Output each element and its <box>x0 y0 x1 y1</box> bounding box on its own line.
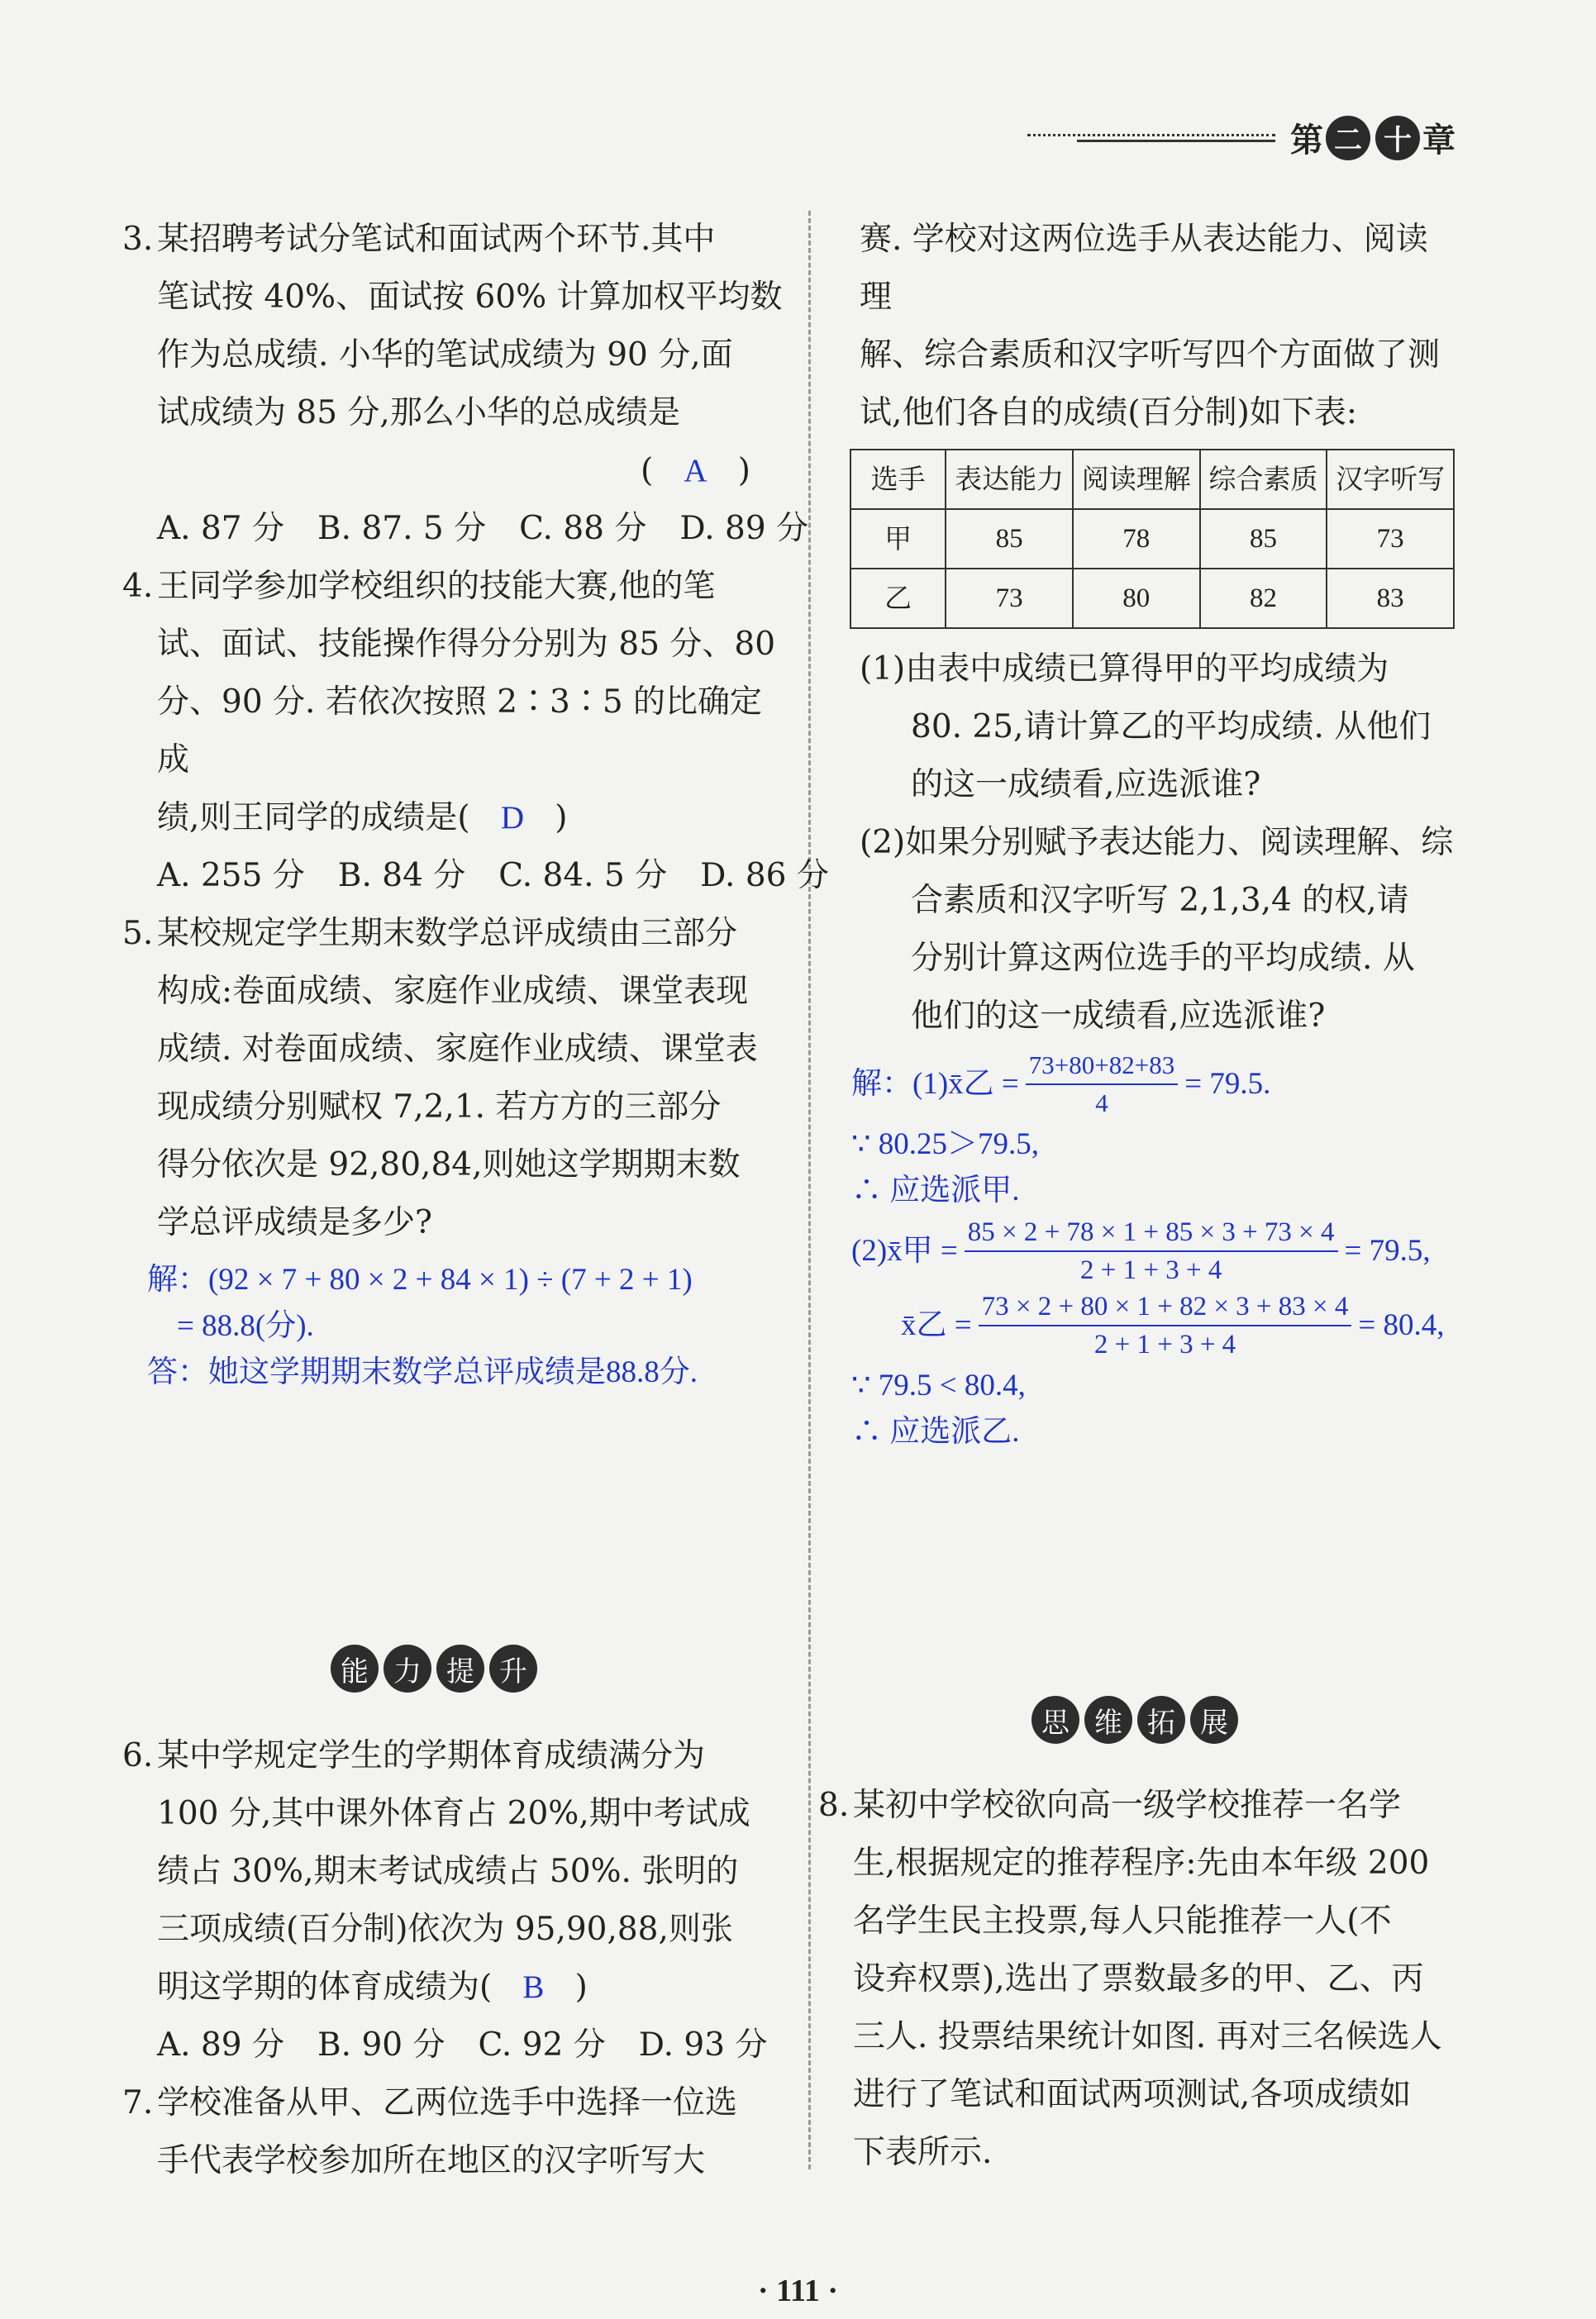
table-cell: 73 <box>1327 509 1454 569</box>
choice-list <box>122 847 829 905</box>
question-number: 3. <box>122 221 154 258</box>
badge-char: 维 <box>1084 1696 1132 1744</box>
choice-d: D. 86 分 <box>700 857 829 894</box>
question-8 <box>818 1777 1463 2182</box>
question-text-line: 下表所示. <box>853 2134 993 2171</box>
question-text-line: 试成绩为 85 分,那么小华的总成绩是 <box>157 394 680 431</box>
question-7 <box>122 2074 784 2190</box>
table-cell: 80 <box>1073 569 1200 628</box>
question-number: 7. <box>122 2084 154 2121</box>
badge-char: 升 <box>489 1645 537 1693</box>
question-text-line: 进行了笔试和面试两项测试,各项成绩如 <box>853 2076 1412 2113</box>
answer-bracket: ( A ) <box>640 452 750 489</box>
solution-line: ∴ 应选派乙. <box>851 1415 1020 1449</box>
solution-line: 答：她这学期期末数学总评成绩是88.8分. <box>147 1355 698 1389</box>
choice-c: C. 88 分 <box>519 510 647 547</box>
choice-d: D. 93 分 <box>638 2026 768 2064</box>
question-text-line: 试、面试、技能操作得分分别为 85 分、80 <box>157 626 776 663</box>
question-text-line: 三项成绩(百分制)依次为 95,90,88,则张 <box>157 1911 733 1948</box>
question-text-line: 试,他们各自的成绩(百分制)如下表: <box>860 394 1357 431</box>
question-4 <box>122 558 784 847</box>
question-3 <box>122 211 784 500</box>
question-text-line: 生,根据规定的推荐程序:先由本年级 200 <box>853 1845 1430 1882</box>
question-text-line: 某初中学校欲向高一级学校推荐一名学 <box>853 1787 1402 1824</box>
question-text-line: 赛. 学校对这两位选手从表达能力、阅读理 <box>860 221 1428 316</box>
table-header-cell: 表达能力 <box>946 450 1073 509</box>
question-6 <box>122 1727 784 2017</box>
question-text-line: 成绩. 对卷面成绩、家庭作业成绩、课堂表 <box>157 1031 758 1068</box>
choice-list <box>122 500 809 558</box>
table-header-cell: 汉字听写 <box>1327 450 1454 509</box>
question-text-line: 绩,则王同学的成绩是( D ) <box>157 799 568 836</box>
question-text-line: 某招聘考试分笔试和面试两个环节.其中 <box>157 221 716 258</box>
badge-char: 思 <box>1031 1696 1079 1744</box>
choice-c: C. 84. 5 分 <box>498 857 668 894</box>
solution-line: ∴ 应选派甲. <box>851 1174 1020 1207</box>
question-text-line: 学总评成绩是多少? <box>157 1204 432 1241</box>
question-text-line: 80. 25,请计算乙的平均成绩. 从他们 <box>911 708 1432 745</box>
question-text-line: 笔试按 40%、面试按 60% 计算加权平均数 <box>157 279 783 316</box>
table-cell: 82 <box>1200 569 1327 628</box>
choice-b: B. 87. 5 分 <box>317 510 487 547</box>
question-number: 5. <box>122 915 154 952</box>
solution-line: = 88.8(分). <box>177 1309 314 1343</box>
question-text-line: 解、综合素质和汉字听写四个方面做了测 <box>860 336 1441 374</box>
question-text-line: (1)由表中成绩已算得甲的平均成绩为 <box>860 650 1389 688</box>
question-text-line: 分别计算这两位选手的平均成绩. 从 <box>911 940 1415 977</box>
choice-d: D. 89 分 <box>679 510 809 547</box>
solution-line: (2)x̄甲 = $\frac{85 \times 2 + 78 \times 1 + 85 \times 3 + 73 \times 4}{2 + 1 + 3 + 4}$ = 79.5, <box>851 1214 1455 1288</box>
table-cell: 甲 <box>850 509 946 569</box>
question-text-line: 某校规定学生期末数学总评成绩由三部分 <box>157 915 738 952</box>
score-table <box>850 449 1455 629</box>
question-number: 8. <box>818 1787 850 1824</box>
question-text-line: 构成:卷面成绩、家庭作业成绩、课堂表现 <box>157 973 749 1010</box>
question-text-line: (2)如果分别赋予表达能力、阅读理解、综 <box>860 824 1454 861</box>
choice-a: A. 87 分 <box>157 510 284 547</box>
choice-b: B. 84 分 <box>337 857 466 894</box>
left-column <box>122 211 829 1396</box>
left-column-lower <box>122 1727 784 2190</box>
table-row <box>850 509 1454 569</box>
badge-char: 展 <box>1190 1696 1238 1744</box>
right-column <box>851 211 1455 1455</box>
table-cell: 乙 <box>850 569 946 628</box>
fraction: $\frac{85 \times 2 + 78 \times 1 + 85 \times 3 + 73 \times 4}{2 + 1 + 3 + 4}$ <box>965 1214 1338 1288</box>
question-text-line: 他们的这一成绩看,应选派谁? <box>911 998 1326 1035</box>
table-cell: 85 <box>1200 509 1327 569</box>
handwritten-answer: B <box>522 1969 545 2005</box>
question-text-line: 得分依次是 92,80,84,则她这学期期末数 <box>157 1146 741 1183</box>
solution-q5 <box>122 1257 784 1396</box>
fraction: $\frac{73 \times 2 + 80 \times 1 + 82 \times 3 + 83 \times 4}{2 + 1 + 3 + 4}$ <box>979 1288 1352 1363</box>
chapter-digit-1: 二 <box>1326 116 1370 160</box>
badge-char: 能 <box>331 1645 379 1693</box>
badge-char: 力 <box>384 1645 431 1693</box>
solution-line: 解：(1)x̄乙 = $\frac{73+80+82+83}{4}$ = 79.5. <box>851 1047 1455 1121</box>
question-text-line: 绩占 30%,期末考试成绩占 50%. 张明的 <box>157 1853 739 1890</box>
question-text-line: 手代表学校参加所在地区的汉字听写大 <box>157 2142 706 2179</box>
badge-char: 提 <box>436 1645 484 1693</box>
question-text-line: 明这学期的体育成绩为( B ) <box>157 1969 588 2006</box>
page-number: · 111 · <box>757 2274 839 2308</box>
chapter-suffix: 章 <box>1422 121 1455 160</box>
badge-char: 拓 <box>1137 1696 1185 1744</box>
table-header-row <box>850 450 1454 509</box>
question-number: 6. <box>122 1737 154 1774</box>
handwritten-answer: D <box>500 800 524 836</box>
question-text-line: 某中学规定学生的学期体育成绩满分为 <box>157 1737 706 1774</box>
chapter-digit-2: 十 <box>1375 116 1420 160</box>
question-5 <box>122 905 784 1252</box>
table-cell: 78 <box>1073 509 1200 569</box>
choice-list <box>122 2017 784 2074</box>
table-cell: 73 <box>946 569 1073 628</box>
question-text-line: 设弃权票),选出了票数最多的甲、乙、丙 <box>853 1960 1424 1998</box>
section-badge-thinking <box>1031 1696 1238 1744</box>
solution-line: 解：(92 × 7 + 80 × 2 + 84 × 1) ÷ (7 + 2 + 1) <box>147 1263 693 1297</box>
question-text-line: 100 分,其中课外体育占 20%,期中考试成 <box>157 1795 750 1832</box>
question-text-line: 名学生民主投票,每人只能推荐一人(不 <box>853 1902 1392 1940</box>
column-divider <box>808 211 811 2169</box>
question-text-line: 分、90 分. 若依次按照 2∶3∶5 的比确定成 <box>157 683 763 779</box>
chapter-header <box>1027 114 1455 161</box>
choice-b: B. 90 分 <box>317 2026 445 2064</box>
choice-a: A. 89 分 <box>157 2026 284 2064</box>
question-number: 4. <box>122 568 154 605</box>
right-column-lower <box>818 1777 1463 2182</box>
handwritten-answer: A <box>684 453 707 488</box>
solution-line: x̄乙 = $\frac{73 \times 2 + 80 \times 1 + 82 \times 3 + 83 \times 4}{2 + 1 + 3 + 4}$ = 80.4, <box>851 1288 1455 1363</box>
question-text-line: 学校准备从甲、乙两位选手中选择一位选 <box>157 2084 738 2121</box>
choice-c: C. 92 分 <box>478 2026 606 2064</box>
choice-a: A. 255 分 <box>157 857 305 894</box>
sub-question-2 <box>860 814 1455 1045</box>
question-text-line: 作为总成绩. 小华的笔试成绩为 90 分,面 <box>157 336 733 374</box>
question-text-line: 的这一成绩看,应选派谁? <box>911 766 1261 803</box>
section-badge-ability <box>331 1645 537 1693</box>
question-text-line: 合素质和汉字听写 2,1,3,4 的权,请 <box>911 882 1409 919</box>
table-cell: 85 <box>946 509 1073 569</box>
header-rule <box>1027 129 1275 147</box>
solution-line: ∵ 80.25＞79.5, <box>851 1127 1040 1161</box>
solution-q7 <box>851 1047 1455 1455</box>
table-header-cell: 综合素质 <box>1200 450 1327 509</box>
table-cell: 83 <box>1327 569 1454 628</box>
solution-line: ∵ 79.5 < 80.4, <box>851 1369 1026 1402</box>
fraction: $\frac{73+80+82+83}{4}$ <box>1026 1047 1178 1121</box>
table-header-cell: 阅读理解 <box>1073 450 1200 509</box>
chapter-prefix: 第 <box>1290 121 1323 160</box>
table-header-cell: 选手 <box>850 450 946 509</box>
question-text-line: 王同学参加学校组织的技能大赛,他的笔 <box>157 568 716 605</box>
question-text-line: 三人. 投票结果统计如图. 再对三名候选人 <box>853 2018 1442 2055</box>
table-row <box>850 569 1454 628</box>
sub-question-1 <box>860 640 1455 814</box>
question-text-line: 现成绩分别赋权 7,2,1. 若方方的三部分 <box>157 1088 722 1126</box>
